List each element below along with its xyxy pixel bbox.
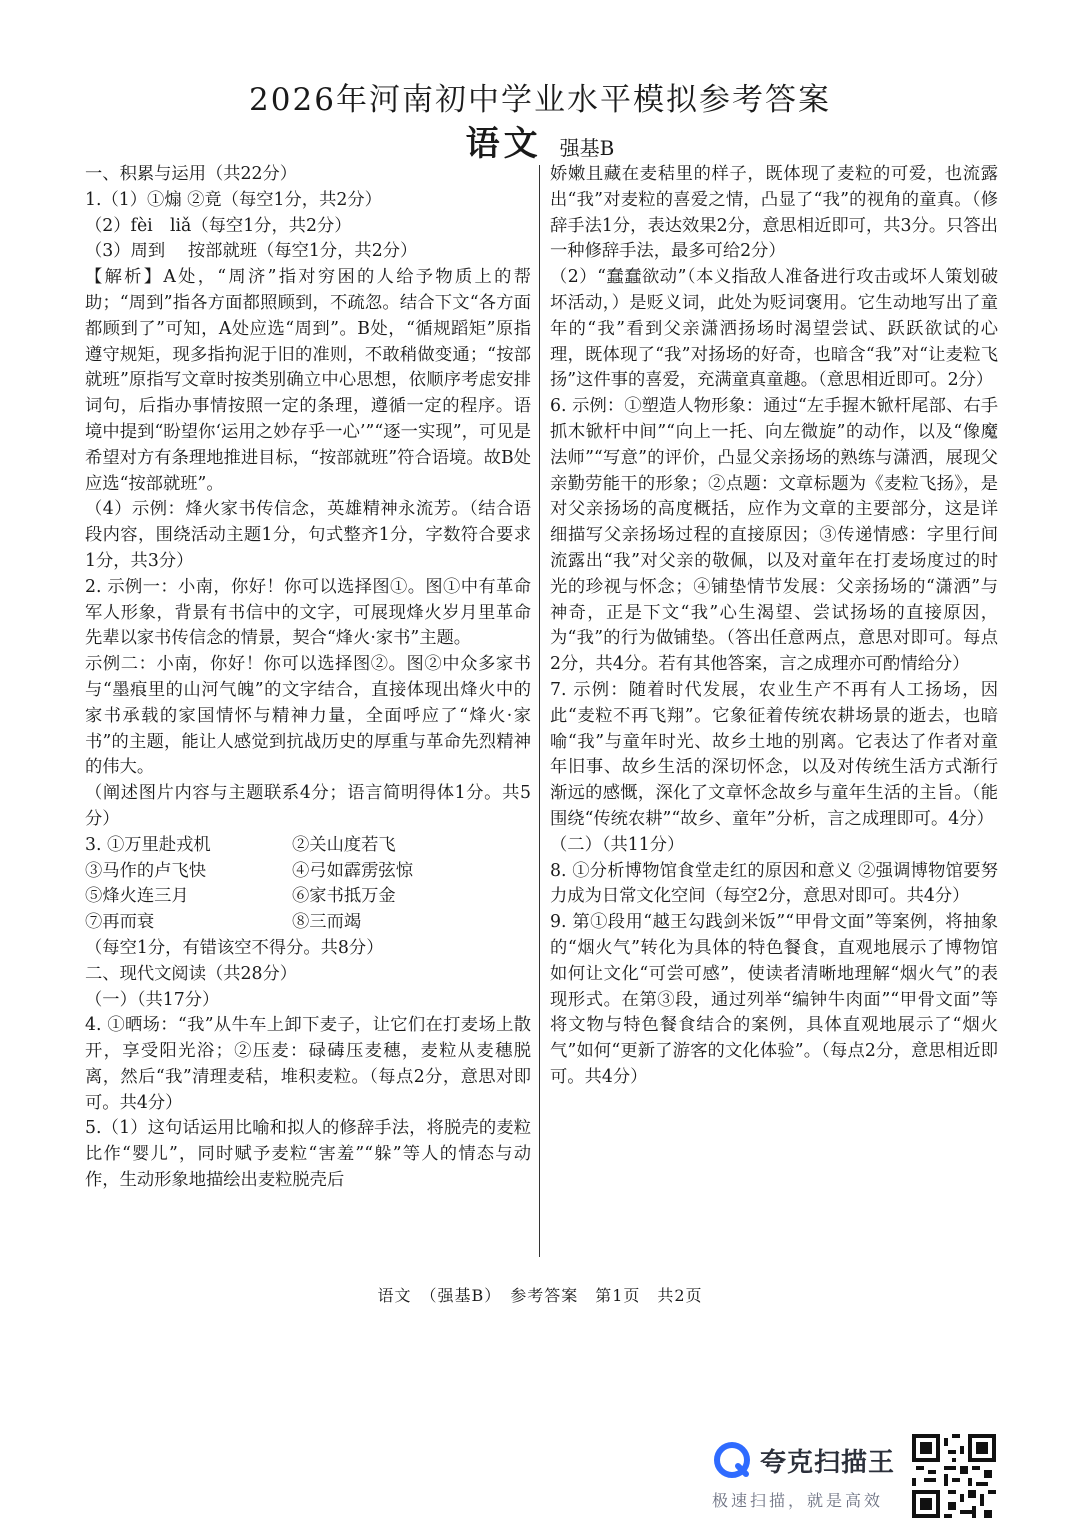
answer-paragraph: （2）“蠢蠢欲动”（本义指敌人准备进行攻击或坏人策划破坏活动，）是贬义词，此处为贬词褒用。它生动地写出了童年的“我”看到父亲潇洒扬场时渴望尝试、跃跃欲试的心理，既体现了“我”对扬场的好奇，也暗含“我”对“让麦粒飞扬”这件事的喜爱，充满童真童趣。（意思相近即可。2分） <box>550 267 998 391</box>
poem-blank: ③马作的卢飞快 <box>85 860 206 881</box>
poem-blank: 3. ①万里赴戎机 <box>85 834 211 855</box>
subsection-heading: （一）（共17分） <box>85 989 220 1010</box>
answer-line: （2）fèi liǎ（每空1分，共2分） <box>85 215 352 236</box>
scoring-note: （阐述图片内容与主题联系4分；语言简明得体1分。共5分） <box>85 783 531 829</box>
poem-row <box>85 833 531 859</box>
qr-code-icon <box>912 1434 996 1518</box>
watermark-slogan: 极速扫描，就是高效 <box>712 1491 884 1510</box>
page-footer: 语文 （强基B） 参考答案 第1页 共2页 <box>377 1286 703 1305</box>
column-divider <box>539 165 540 1257</box>
answer-paragraph: （4）示例：烽火家书传信念，英雄精神永流芳。（结合语段内容，围绕活动主题1分，句式整齐1分，字数符合要求1分，共3分） <box>85 499 531 571</box>
scoring-note: （每空1分，有错该空不得分。共8分） <box>85 937 384 958</box>
section-heading: 二、现代文阅读（共28分） <box>85 963 298 984</box>
left-column <box>85 162 531 1194</box>
poem-blank: ⑦再而衰 <box>85 912 155 933</box>
poem-blank: ②关山度若飞 <box>292 834 396 855</box>
scanner-watermark <box>708 1438 908 1510</box>
answer-paragraph: 示例二：小南，你好！你可以选择图②。图②中众多家书与“墨痕里的山河气魄”的文字结合，直接体现出烽火中的家书承载的家国情怀与精神力量，全面呼应了“烽火·家书”的主题，能让人感觉到抗战历史的厚重与革命先烈精神的伟大。 <box>85 654 531 778</box>
answer-paragraph: 4. ①晒场：“我”从牛车上卸下麦子，让它们在打麦场上散开，享受阳光浴；②压麦：碌碡压麦穗，麦粒从麦穗脱离，然后“我”清理麦秸，堆积麦粒。（每点2分，意思对即可。共4分） <box>85 1015 531 1113</box>
poem-row <box>85 910 531 936</box>
answer-paragraph: 6. 示例：①塑造人物形象：通过“左手握木锨杆尾部、右手抓木锨杆中间”“向上一托、向左微旋”的动作，以及“像魔法师”“写意”的评价，凸显父亲扬场的熟练与潇洒，展现父亲勤劳能干的形象；②点题：文章标题为《麦粒飞扬》，是对父亲扬场的高度概括，应作为文章的主要部分，这是详细描写父亲扬场过程的直接原因；③传递情感：字里行间流露出“我”对父亲的敬佩，以及对童年在打麦场度过的时光的珍视与怀念；④铺垫情节发展：父亲扬场的“潇洒”与神奇，正是下文“我”心生渴望、尝试扬场的直接原因，为“我”的行为做铺垫。（答出任意两点，意思对即可。每点2分，共4分。若有其他答案，言之成理亦可酌情给分） <box>550 396 998 675</box>
subsection-heading: （二）（共11分） <box>550 834 685 855</box>
poem-row <box>85 859 531 885</box>
poem-blank: ⑥家书抵万金 <box>292 886 396 907</box>
answer-paragraph: 9. 第①段用“越王勾践剑米饭”“甲骨文面”等案例，将抽象的“烟火气”转化为具体的特色餐食，直观地展示了博物馆如何让文化“可尝可感”，使读者清晰地理解“烟火气”的表现形式。在第③段，通过列举“编钟牛肉面”“甲骨文面”等将文物与特色餐食结合的案例，具体直观地展示了“烟火气”如何“更新了游客的文化体验”。（每点2分，意思相近即可。共4分） <box>550 912 998 1087</box>
answer-paragraph: 7. 示例：随着时代发展，农业生产不再有人工扬场，因此“麦粒不再飞翔”。它象征着传统农耕场景的逝去，也暗喻“我”与童年时光、故乡土地的别离。它表达了作者对童年旧事、故乡生活的深切怀念，以及对传统生活方式渐行渐远的感慨，深化了文章怀念故乡与童年生活的主旨。（能围绕“传统农耕”“故乡、童年”分析，言之成理即可。4分） <box>550 679 998 829</box>
answer-paragraph: 娇嫩且藏在麦秸里的样子，既体现了麦粒的可爱，也流露出“我”对麦粒的喜爱之情，凸显了“我”的视角的童真。（修辞手法1分，表达效果2分，意思相近即可，共3分。只答出一种修辞手法，最多可给2分） <box>550 164 998 262</box>
poem-blank: ⑤烽火连三月 <box>85 886 189 907</box>
edition-label: 强基B <box>559 136 615 160</box>
answer-paragraph: 2. 示例一：小南，你好！你可以选择图①。图①中有革命军人形象，背景有书信中的文字，可展现烽火岁月里革命先辈以家书传信念的情景，契合“烽火·家书”主题。 <box>85 576 531 649</box>
poem-blank: ④弓如霹雳弦惊 <box>292 860 413 881</box>
answer-paragraph: 8. ①分析博物馆食堂走红的原因和意义 ②强调博物馆要努力成为日常文化空间（每空2分，意思对即可。共4分） <box>550 860 998 907</box>
section-heading: 一、积累与运用（共22分） <box>85 164 298 184</box>
poem-blank: ⑧三而竭 <box>292 912 362 933</box>
answer-line: （3）周到 按部就班（每空1分，共2分） <box>85 241 418 262</box>
analysis-paragraph: 【解析】A处，“周济”指对穷困的人给予物质上的帮助；“周到”指各方面都照顾到，不疏忽。结合下文“各方面都顾到了”可知，A处应选“周到”。B处，“循规蹈矩”原指遵守规矩，现多指拘泥于旧的准则，不敢稍做变通；“按部就班”原指写文章时按类别确立中心思想，依顺序考虑安排词句，后指办事情按照一定的条理，遵循一定的程序。语境中提到“盼望你‘运用之妙存乎一心’”“逐一实现”，可见是希望对方有条理地推进目标，“按部就班”符合语境。故B处应选“按部就班”。 <box>85 267 531 494</box>
right-column <box>550 162 998 1091</box>
answer-line: 1.（1）①煽 ②竟（每空1分，共2分） <box>85 189 382 210</box>
watermark-app-name: 夸克扫描王 <box>760 1448 896 1478</box>
poem-row <box>85 884 531 910</box>
subject-line <box>0 116 1080 165</box>
subject-name: 语文 <box>465 124 542 164</box>
page-title: 2026年河南初中学业水平模拟参考答案 <box>249 82 831 118</box>
answer-paragraph: 5.（1）这句话运用比喻和拟人的修辞手法，将脱壳的麦粒比作“婴儿”，同时赋予麦粒“害羞”“躲”等人的情态与动作，生动形象地描绘出麦粒脱壳后 <box>85 1118 531 1191</box>
quark-logo-icon <box>712 1440 752 1480</box>
